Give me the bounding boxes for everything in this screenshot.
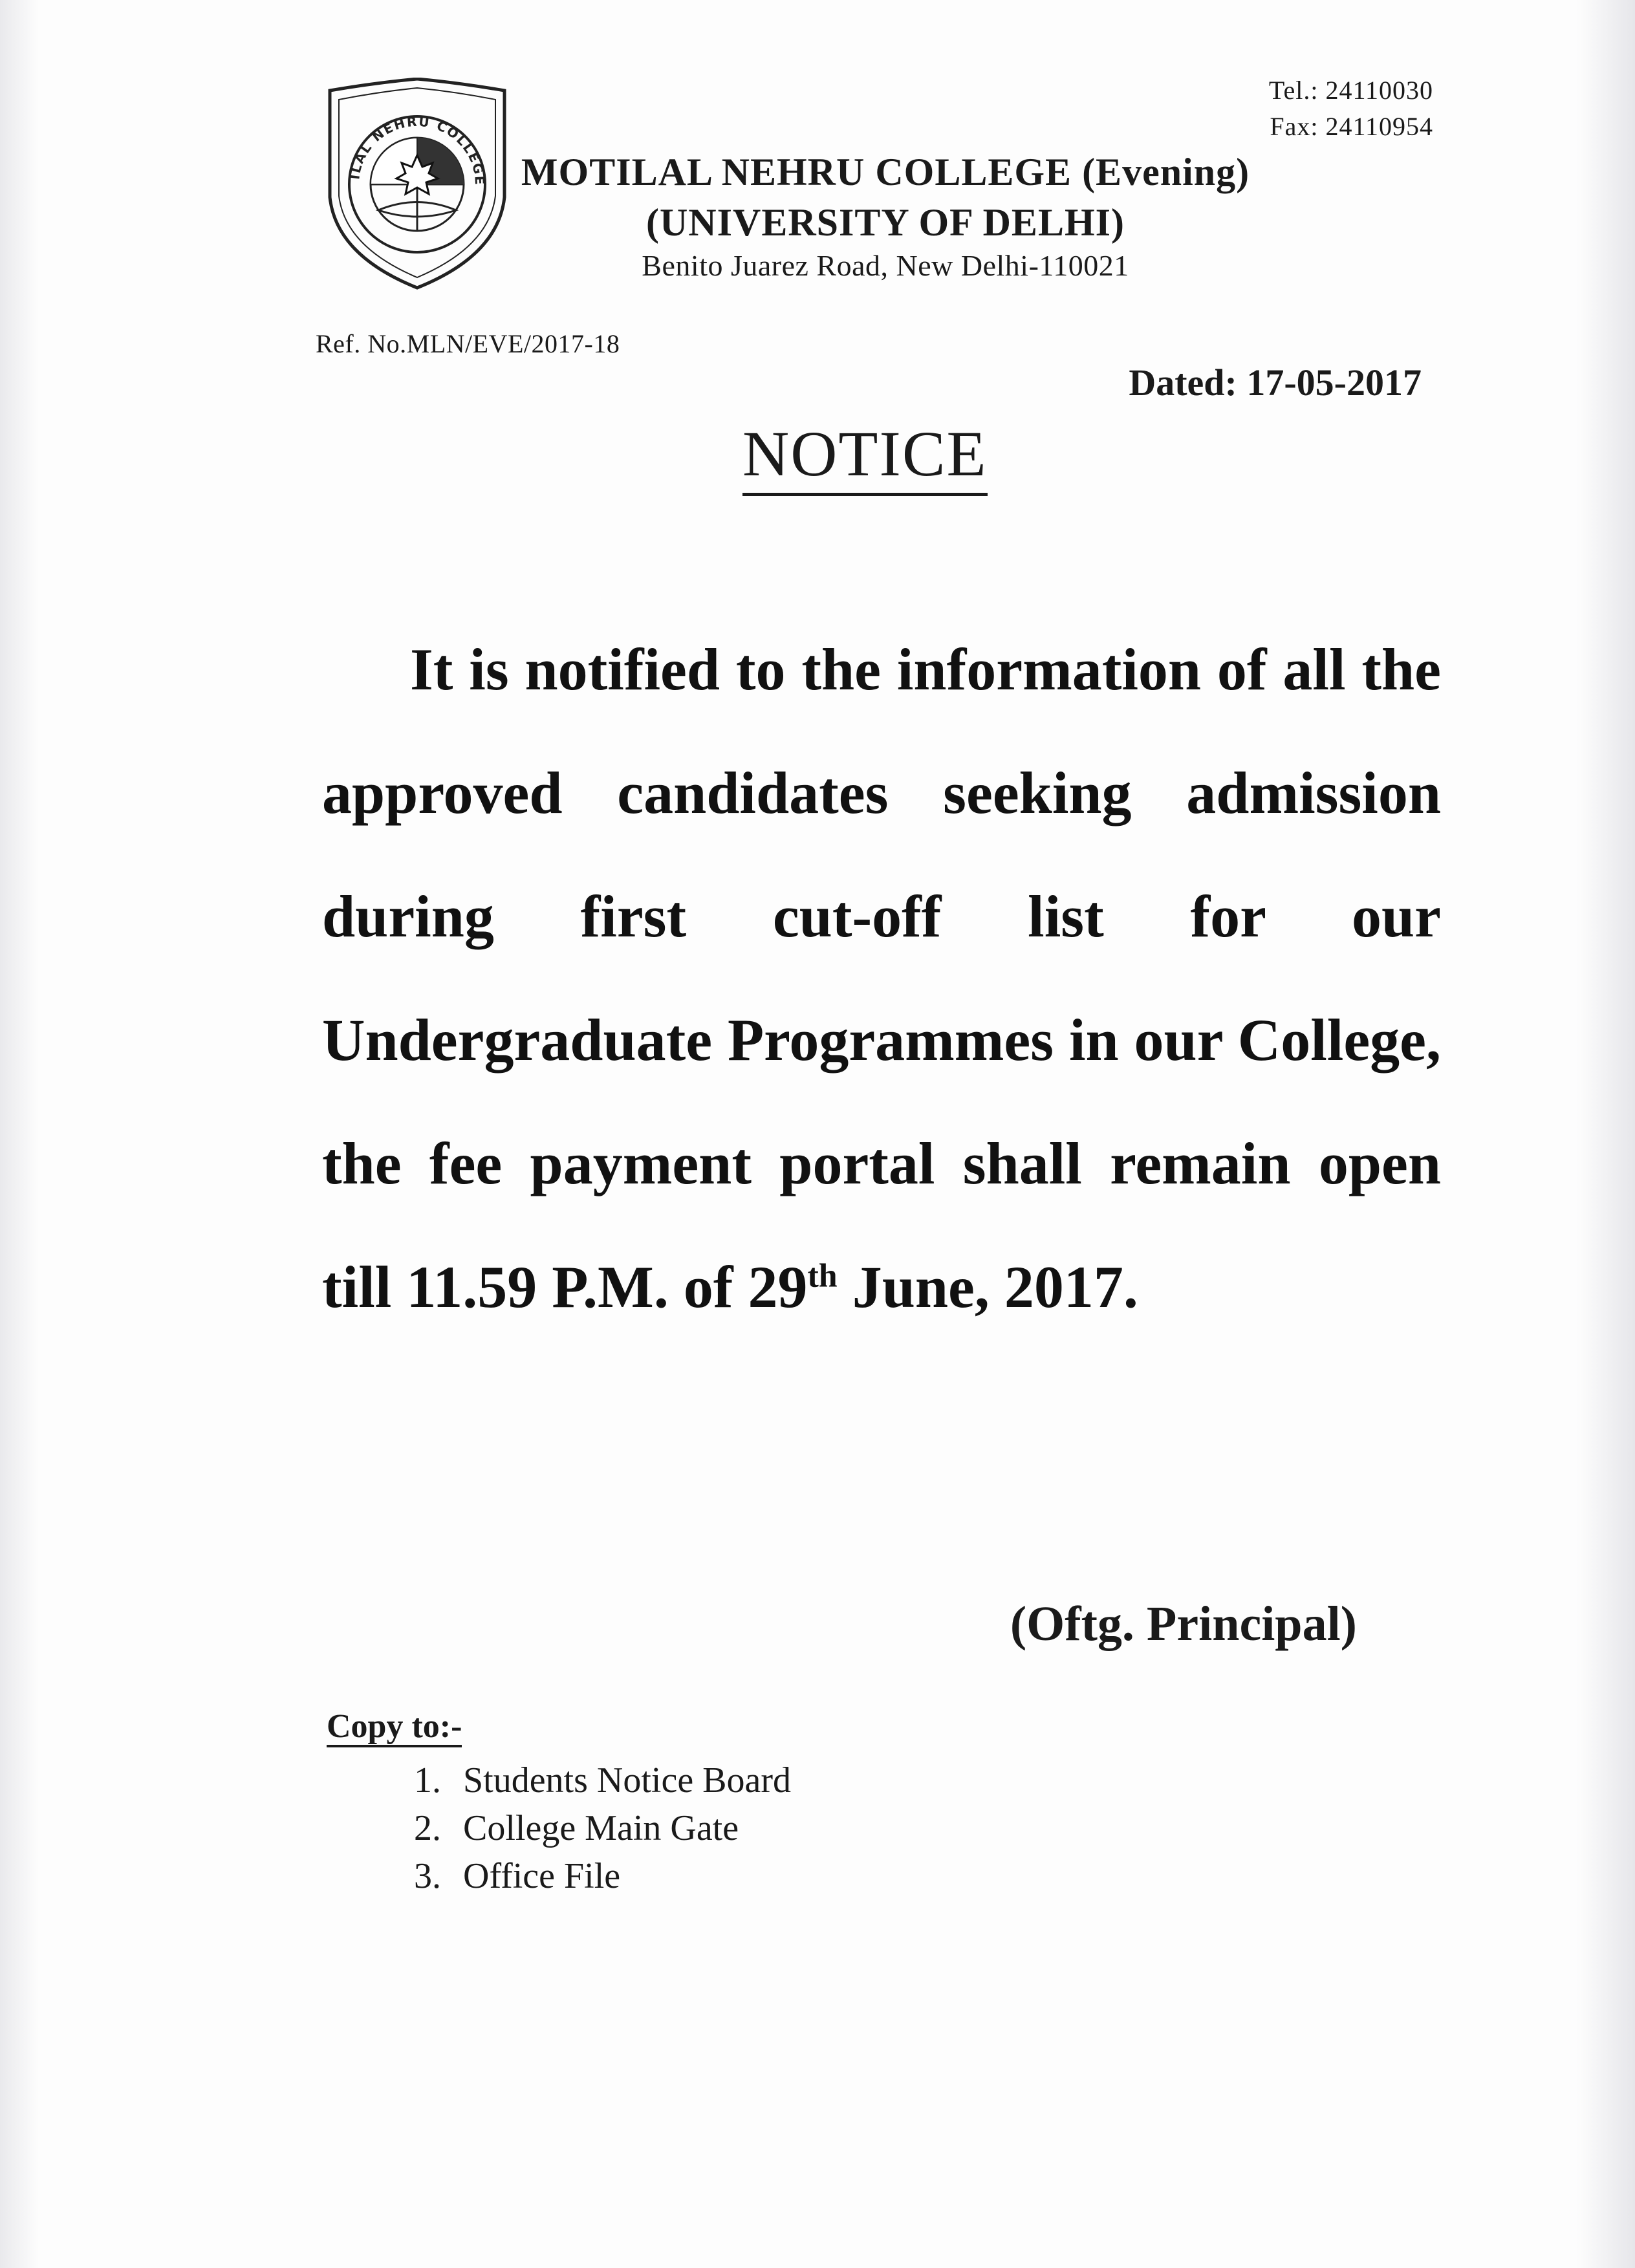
signatory-title: (Oftg. Principal) — [1010, 1597, 1357, 1651]
copy-to-heading-text: Copy to:- — [327, 1708, 462, 1747]
college-name: MOTILAL NEHRU COLLEGE (Evening) — [521, 151, 1250, 193]
telephone-number: Tel.: 24110030 — [1268, 76, 1433, 105]
notice-body-main: It is notified to the information of all the approved candidates seeking admission during first cut-off list for our Undergraduate Programmes in our College, the fee payment portal shall remain open till 11.59 P.M. of 29 — [322, 636, 1441, 1320]
svg-text:MOTILAL NEHRU COLLEGE (E): ILAL NEHRU COLLEGE — [347, 113, 488, 187]
notice-body-end: June, 2017. — [837, 1254, 1138, 1320]
copy-to-list — [414, 1756, 791, 1900]
reference-number: Ref. No.MLN/EVE/2017-18 — [316, 329, 620, 358]
list-item — [414, 1804, 791, 1852]
list-item-number: 1. — [414, 1760, 441, 1800]
date-ordinal-suffix: th — [807, 1257, 838, 1295]
university-name: (UNIVERSITY OF DELHI) — [646, 201, 1125, 244]
notice-date: Dated: 17-05-2017 — [1129, 362, 1422, 404]
copy-to-heading — [327, 1707, 462, 1745]
notice-body — [322, 608, 1441, 1349]
list-item-label: Students Notice Board — [463, 1760, 792, 1800]
notice-heading — [742, 418, 988, 496]
contact-details — [1269, 72, 1433, 145]
fax-number: Fax: 24110954 — [1270, 112, 1433, 141]
list-item — [414, 1756, 791, 1804]
notice-heading-text: NOTICE — [742, 422, 988, 496]
list-item — [414, 1852, 791, 1900]
list-item-number: 2. — [414, 1808, 441, 1848]
college-address: Benito Juarez Road, New Delhi-110021 — [642, 249, 1129, 282]
list-item-label: College Main Gate — [463, 1808, 739, 1848]
list-item-number: 3. — [414, 1856, 441, 1896]
list-item-label: Office File — [463, 1856, 621, 1896]
